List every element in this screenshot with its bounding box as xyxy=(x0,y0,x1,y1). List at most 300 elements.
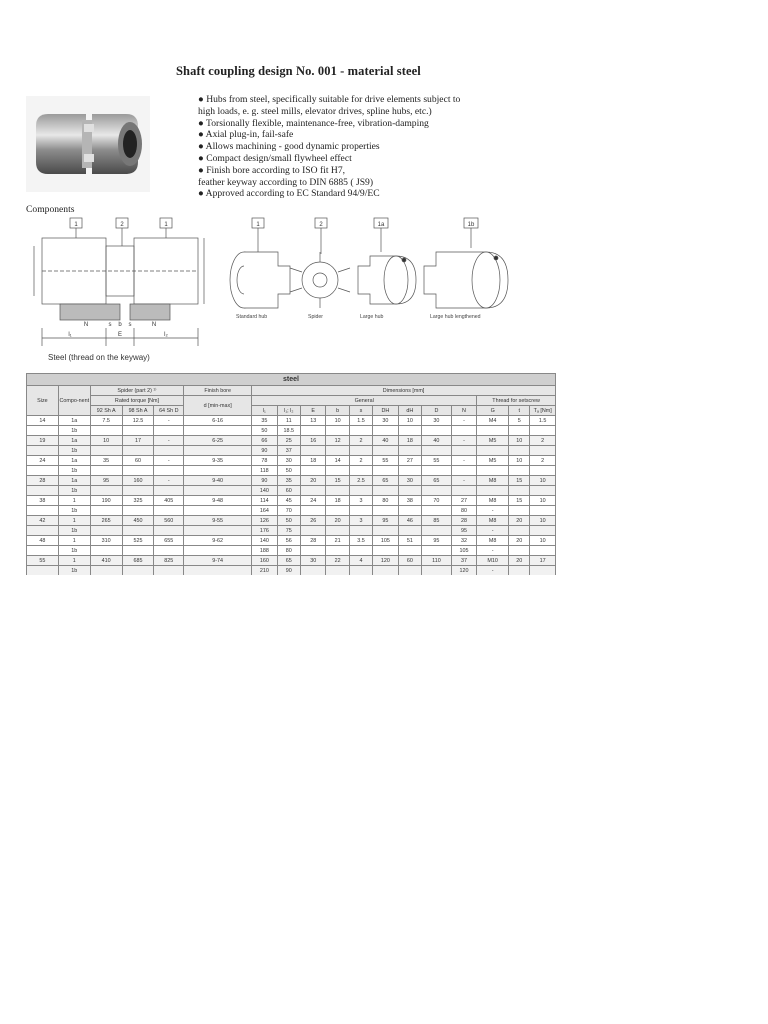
callout-label: 1 xyxy=(74,222,78,228)
table-cell xyxy=(451,446,476,456)
table-cell: 1 xyxy=(58,536,90,546)
table-cell: 1b xyxy=(58,486,90,496)
table-cell xyxy=(122,486,154,496)
table-cell: 12.5 xyxy=(122,416,154,426)
table-row xyxy=(27,546,556,556)
table-cell xyxy=(27,506,59,516)
table-cell xyxy=(300,486,325,496)
table-cell: 140 xyxy=(252,536,277,546)
table-cell: 140 xyxy=(252,486,277,496)
feature-line: ● Axial plug-in, fail-safe xyxy=(198,129,294,141)
table-cell xyxy=(122,506,154,516)
table-cell: 17 xyxy=(122,436,154,446)
table-cell xyxy=(326,486,349,496)
table-cell: 30 xyxy=(373,416,398,426)
table-cell: 1.5 xyxy=(530,416,556,426)
table-cell: 35 xyxy=(277,476,300,486)
column-header: Size xyxy=(27,386,59,416)
table-cell: - xyxy=(154,456,184,466)
table-cell xyxy=(27,526,59,536)
dimension-label: s xyxy=(128,322,132,328)
table-cell: 28 xyxy=(27,476,59,486)
column-header: Compo-nent xyxy=(58,386,90,416)
table-cell: 325 xyxy=(122,496,154,506)
table-cell: 50 xyxy=(277,466,300,476)
table-cell: 30 xyxy=(277,456,300,466)
table-cell: - xyxy=(154,416,184,426)
table-cell: 18 xyxy=(300,456,325,466)
part-caption: Spider xyxy=(308,314,323,320)
table-cell: 14 xyxy=(326,456,349,466)
table-cell: - xyxy=(451,436,476,446)
table-cell xyxy=(154,486,184,496)
table-cell xyxy=(451,466,476,476)
table-cell xyxy=(300,546,325,556)
feature-line: ● Allows machining - good dynamic properties xyxy=(198,141,380,153)
table-cell xyxy=(27,446,59,456)
table-cell: 10 xyxy=(509,436,530,446)
table-cell xyxy=(122,526,154,536)
table-cell: 90 xyxy=(252,476,277,486)
table-cell: 38 xyxy=(398,496,421,506)
table-cell: 55 xyxy=(373,456,398,466)
column-group-header: Thread for setscrew xyxy=(477,396,556,406)
column-group-header: General xyxy=(252,396,477,406)
table-cell: 25 xyxy=(277,436,300,446)
column-group-header: Spider (part 2) ¹⁾ xyxy=(90,386,183,396)
table-cell: 60 xyxy=(122,456,154,466)
table-cell: 126 xyxy=(252,516,277,526)
table-cell: 66 xyxy=(252,436,277,446)
table-cell: 90 xyxy=(252,446,277,456)
table-cell xyxy=(349,446,372,456)
table-cell xyxy=(373,546,398,556)
feature-line: ● Approved according to EC Standard 94/9/EC xyxy=(198,188,380,200)
table-cell: 3 xyxy=(349,496,372,506)
table-cell xyxy=(509,466,530,476)
feature-line: high loads, e. g. steel mills, elevator drives, spline hubs, etc.) xyxy=(198,105,432,117)
table-cell xyxy=(326,526,349,536)
table-cell: 15 xyxy=(509,496,530,506)
table-cell: 85 xyxy=(422,516,452,526)
table-cell xyxy=(154,546,184,556)
column-header: s xyxy=(349,406,372,416)
column-header: d [min-max] xyxy=(184,396,252,416)
table-cell xyxy=(90,426,122,436)
table-band-title: steel xyxy=(27,374,556,386)
table-cell: 42 xyxy=(27,516,59,526)
table-cell: - xyxy=(451,416,476,426)
table-cell: 95 xyxy=(90,476,122,486)
spec-table xyxy=(26,373,556,575)
table-cell: - xyxy=(477,526,509,536)
table-cell: M5 xyxy=(477,456,509,466)
table-cell xyxy=(300,446,325,456)
table-cell: 35 xyxy=(252,416,277,426)
table-cell: 18 xyxy=(326,496,349,506)
table-cell: 120 xyxy=(373,556,398,566)
table-cell: 1b xyxy=(58,446,90,456)
table-cell: 1b xyxy=(58,466,90,476)
feature-line: feather keyway according to DIN 6885 ( JS9) xyxy=(198,176,374,188)
table-cell xyxy=(154,466,184,476)
component-parts-drawing xyxy=(220,216,520,326)
table-cell: 38 xyxy=(27,496,59,506)
table-cell: 1 xyxy=(58,496,90,506)
table-cell xyxy=(27,566,59,576)
table-cell xyxy=(422,526,452,536)
table-cell xyxy=(184,486,252,496)
table-cell xyxy=(184,526,252,536)
table-cell xyxy=(530,486,556,496)
table-cell: 22 xyxy=(326,556,349,566)
table-cell xyxy=(530,506,556,516)
table-cell xyxy=(90,526,122,536)
table-cell: 6-16 xyxy=(184,416,252,426)
table-cell xyxy=(154,506,184,516)
table-row xyxy=(27,436,556,446)
table-cell: 15 xyxy=(509,476,530,486)
table-cell: 20 xyxy=(509,536,530,546)
table-cell xyxy=(530,466,556,476)
table-cell xyxy=(422,506,452,516)
table-cell: 10 xyxy=(90,436,122,446)
table-cell: 1b xyxy=(58,526,90,536)
table-cell xyxy=(422,546,452,556)
column-header: E xyxy=(300,406,325,416)
table-row xyxy=(27,416,556,426)
table-cell: 40 xyxy=(373,436,398,446)
table-cell: M4 xyxy=(477,416,509,426)
table-cell: 4 xyxy=(349,556,372,566)
table-cell xyxy=(184,506,252,516)
table-cell xyxy=(326,466,349,476)
table-cell xyxy=(477,486,509,496)
table-cell: 1b xyxy=(58,566,90,576)
table-cell: 56 xyxy=(277,536,300,546)
table-cell: - xyxy=(451,476,476,486)
table-cell xyxy=(477,466,509,476)
part-number: 2 xyxy=(319,222,323,228)
table-cell: 160 xyxy=(252,556,277,566)
table-cell: 55 xyxy=(422,456,452,466)
table-cell: 9-48 xyxy=(184,496,252,506)
table-cell xyxy=(509,566,530,576)
table-row xyxy=(27,486,556,496)
table-cell: 65 xyxy=(373,476,398,486)
table-cell: 1a xyxy=(58,416,90,426)
dimension-label: s xyxy=(108,322,112,328)
table-cell: 10 xyxy=(530,496,556,506)
table-cell: 90 xyxy=(277,566,300,576)
table-cell: 95 xyxy=(373,516,398,526)
table-cell: 80 xyxy=(451,506,476,516)
table-cell xyxy=(300,526,325,536)
table-cell: 95 xyxy=(451,526,476,536)
table-cell: 65 xyxy=(277,556,300,566)
feature-list xyxy=(198,94,518,200)
table-cell: 70 xyxy=(422,496,452,506)
table-cell xyxy=(90,466,122,476)
table-cell xyxy=(90,506,122,516)
part-caption: Standard hub xyxy=(236,314,268,320)
table-cell: 65 xyxy=(422,476,452,486)
table-cell: 3 xyxy=(349,516,372,526)
table-cell: 160 xyxy=(122,476,154,486)
table-cell xyxy=(373,426,398,436)
table-cell: 40 xyxy=(422,436,452,446)
table-cell: 9-74 xyxy=(184,556,252,566)
table-cell: - xyxy=(154,476,184,486)
table-cell: 5 xyxy=(509,416,530,426)
table-cell: 10 xyxy=(509,456,530,466)
column-group-header: Dimensions [mm] xyxy=(252,386,556,396)
table-cell: 70 xyxy=(277,506,300,516)
table-cell: 10 xyxy=(530,516,556,526)
table-cell: 20 xyxy=(509,516,530,526)
table-cell: 7.5 xyxy=(90,416,122,426)
table-cell xyxy=(349,466,372,476)
table-cell: 10 xyxy=(530,476,556,486)
table-cell: 1 xyxy=(58,516,90,526)
table-cell: 13 xyxy=(300,416,325,426)
table-cell: 3.5 xyxy=(349,536,372,546)
table-cell: 310 xyxy=(90,536,122,546)
table-cell xyxy=(300,506,325,516)
table-cell xyxy=(154,566,184,576)
dimension-label: N xyxy=(83,322,89,328)
table-cell xyxy=(530,566,556,576)
table-cell: 525 xyxy=(122,536,154,546)
table-cell: 20 xyxy=(509,556,530,566)
table-cell: M10 xyxy=(477,556,509,566)
table-cell: 35 xyxy=(90,456,122,466)
table-cell xyxy=(27,466,59,476)
table-cell: 32 xyxy=(451,536,476,546)
dimension-label: l₂ xyxy=(164,332,168,338)
table-cell xyxy=(422,486,452,496)
table-cell: 46 xyxy=(398,516,421,526)
table-cell: M5 xyxy=(477,436,509,446)
coupling-photo xyxy=(26,96,150,192)
table-cell xyxy=(300,426,325,436)
feature-line: ● Finish bore according to ISO fit H7, xyxy=(198,164,346,176)
table-cell xyxy=(398,426,421,436)
table-cell: 1.5 xyxy=(349,416,372,426)
table-cell: 1a xyxy=(58,436,90,446)
table-row xyxy=(27,456,556,466)
table-cell xyxy=(90,566,122,576)
table-cell xyxy=(300,466,325,476)
part-number: 1a xyxy=(377,222,385,228)
table-cell xyxy=(349,526,372,536)
table-cell xyxy=(509,486,530,496)
table-cell xyxy=(349,546,372,556)
table-cell: M8 xyxy=(477,536,509,546)
table-cell xyxy=(398,486,421,496)
column-header: 92 Sh A xyxy=(90,406,122,416)
table-cell: 15 xyxy=(326,476,349,486)
table-cell: 48 xyxy=(27,536,59,546)
column-header: D xyxy=(422,406,452,416)
table-cell: 118 xyxy=(252,466,277,476)
table-cell xyxy=(90,546,122,556)
table-cell: 37 xyxy=(451,556,476,566)
table-cell: 27 xyxy=(398,456,421,466)
table-cell: 114 xyxy=(252,496,277,506)
table-cell: 655 xyxy=(154,536,184,546)
table-cell: 50 xyxy=(277,516,300,526)
table-body xyxy=(27,416,556,576)
table-cell: 120 xyxy=(451,566,476,576)
table-row xyxy=(27,566,556,576)
table-cell: 27 xyxy=(451,496,476,506)
table-cell: 685 xyxy=(122,556,154,566)
table-cell xyxy=(509,446,530,456)
table-cell: 9-62 xyxy=(184,536,252,546)
table-cell xyxy=(373,486,398,496)
table-cell xyxy=(530,526,556,536)
table-cell: 410 xyxy=(90,556,122,566)
table-cell xyxy=(122,546,154,556)
table-cell xyxy=(477,446,509,456)
column-header: Tₐ [Nm] xyxy=(530,406,556,416)
table-cell xyxy=(398,546,421,556)
table-cell xyxy=(154,446,184,456)
column-header: G xyxy=(477,406,509,416)
table-cell: 560 xyxy=(154,516,184,526)
table-cell: 10 xyxy=(398,416,421,426)
column-header: 98 Sh A xyxy=(122,406,154,416)
table-cell: - xyxy=(477,566,509,576)
part-caption: Large hub lengthened xyxy=(430,314,481,320)
part-number: 1 xyxy=(256,222,260,228)
table-cell: 6-25 xyxy=(184,436,252,446)
part-number: 1b xyxy=(467,222,475,228)
table-cell xyxy=(154,426,184,436)
table-cell xyxy=(477,426,509,436)
part-caption: Large hub xyxy=(360,314,384,320)
table-cell: 19 xyxy=(27,436,59,446)
table-cell xyxy=(530,426,556,436)
table-cell: 105 xyxy=(373,536,398,546)
coupling-section-drawing xyxy=(30,216,210,358)
table-cell: 55 xyxy=(27,556,59,566)
specification-table xyxy=(26,373,556,575)
table-cell: 1 xyxy=(58,556,90,566)
table-cell xyxy=(122,466,154,476)
table-cell xyxy=(451,426,476,436)
table-cell: 110 xyxy=(422,556,452,566)
dimension-label: N xyxy=(151,322,157,328)
table-cell xyxy=(530,446,556,456)
table-cell xyxy=(184,446,252,456)
table-cell: 2 xyxy=(530,456,556,466)
table-cell xyxy=(422,426,452,436)
table-cell: 405 xyxy=(154,496,184,506)
table-cell: 164 xyxy=(252,506,277,516)
table-cell: 51 xyxy=(398,536,421,546)
table-cell: 60 xyxy=(398,556,421,566)
table-cell xyxy=(398,446,421,456)
table-cell: 24 xyxy=(27,456,59,466)
column-header: dH xyxy=(398,406,421,416)
table-cell: 210 xyxy=(252,566,277,576)
table-cell xyxy=(326,546,349,556)
table-row xyxy=(27,426,556,436)
table-cell: 1b xyxy=(58,426,90,436)
column-header: DH xyxy=(373,406,398,416)
table-cell xyxy=(398,506,421,516)
column-header: N xyxy=(451,406,476,416)
feature-line: ● Compact design/small flywheel effect xyxy=(198,152,352,164)
table-cell: 20 xyxy=(300,476,325,486)
table-row xyxy=(27,516,556,526)
table-cell xyxy=(422,446,452,456)
table-cell xyxy=(326,506,349,516)
table-cell xyxy=(27,426,59,436)
table-cell xyxy=(154,526,184,536)
table-cell: 20 xyxy=(326,516,349,526)
table-cell xyxy=(122,446,154,456)
table-cell xyxy=(90,486,122,496)
column-header: b xyxy=(326,406,349,416)
table-cell: 9-35 xyxy=(184,456,252,466)
table-cell xyxy=(349,506,372,516)
table-cell xyxy=(422,566,452,576)
table-cell: 176 xyxy=(252,526,277,536)
table-cell: 80 xyxy=(277,546,300,556)
table-cell xyxy=(300,566,325,576)
table-cell: 18 xyxy=(398,436,421,446)
table-cell xyxy=(509,426,530,436)
table-cell: - xyxy=(477,506,509,516)
table-row xyxy=(27,556,556,566)
column-group-header: Finish bore xyxy=(184,386,252,396)
table-cell xyxy=(349,566,372,576)
dimension-label: b xyxy=(118,322,122,328)
table-cell: 75 xyxy=(277,526,300,536)
table-cell: 28 xyxy=(451,516,476,526)
table-row xyxy=(27,496,556,506)
table-cell: 450 xyxy=(122,516,154,526)
column-header: l₁ xyxy=(252,406,277,416)
table-cell xyxy=(422,466,452,476)
page-title: Shaft coupling design No. 001 - material steel xyxy=(176,64,421,78)
column-header: l₁; l₂ xyxy=(277,406,300,416)
table-cell xyxy=(530,546,556,556)
table-cell: 10 xyxy=(326,416,349,426)
table-row xyxy=(27,506,556,516)
table-cell: 2 xyxy=(349,456,372,466)
table-cell: 1a xyxy=(58,476,90,486)
table-cell: - xyxy=(477,546,509,556)
table-cell: - xyxy=(451,456,476,466)
table-cell: 16 xyxy=(300,436,325,446)
table-cell xyxy=(326,566,349,576)
table-cell xyxy=(373,446,398,456)
table-cell: 50 xyxy=(252,426,277,436)
table-cell: 18.5 xyxy=(277,426,300,436)
table-cell: M8 xyxy=(477,476,509,486)
components-heading: Components xyxy=(26,204,75,215)
drawing-caption: Steel (thread on the keyway) xyxy=(48,353,150,362)
table-cell xyxy=(349,486,372,496)
table-cell xyxy=(122,426,154,436)
table-cell xyxy=(373,526,398,536)
table-cell xyxy=(509,546,530,556)
table-row xyxy=(27,536,556,546)
